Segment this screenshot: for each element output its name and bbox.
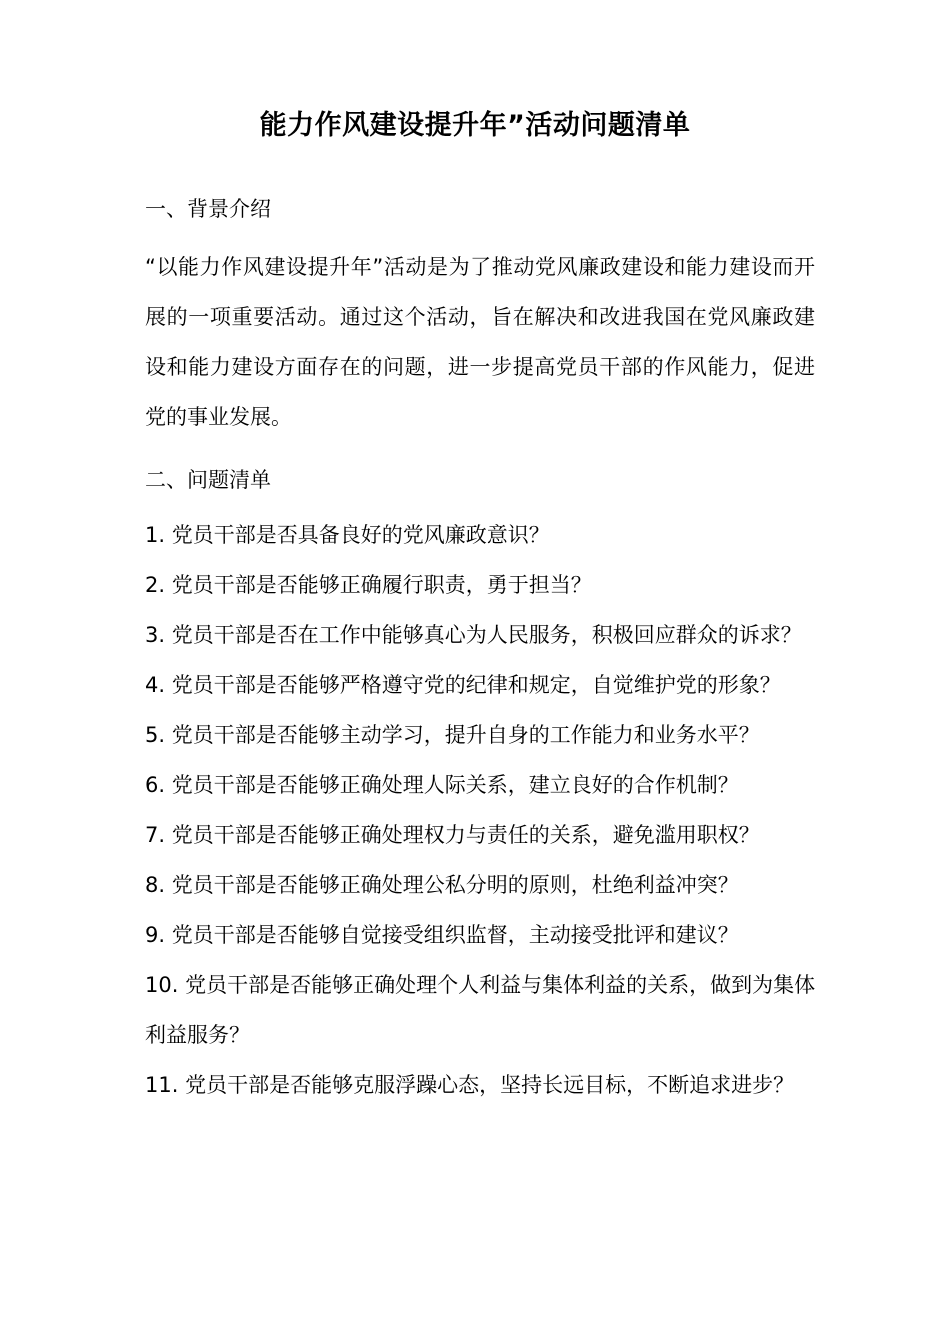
problem-item: 1. 党员干部是否具备良好的党风廉政意识？ xyxy=(145,523,550,547)
problem-item: 3. 党员干部是否在工作中能够真心为人民服务，积极回应群众的诉求？ xyxy=(145,623,802,647)
problem-item: 2. 党员干部是否能够正确履行职责，勇于担当？ xyxy=(145,573,592,597)
problem-item: 4. 党员干部是否能够严格遵守党的纪律和规定，自觉维护党的形象？ xyxy=(145,673,781,697)
problem-item: 5. 党员干部是否能够主动学习，提升自身的工作能力和业务水平？ xyxy=(145,723,760,747)
section-heading-background: 一、背景介绍 xyxy=(145,197,271,221)
problem-item: 8. 党员干部是否能够正确处理公私分明的原则，杜绝利益冲突？ xyxy=(145,873,739,897)
document-title: 能力作风建设提升年”活动问题清单 xyxy=(259,110,691,141)
problem-item: 7. 党员干部是否能够正确处理权力与责任的关系，避免滥用职权？ xyxy=(145,823,760,847)
problem-item: 9. 党员干部是否能够自觉接受组织监督，主动接受批评和建议？ xyxy=(145,923,739,947)
problem-item: 11. 党员干部是否能够克服浮躁心态，坚持长远目标，不断追求进步？ xyxy=(145,1073,795,1097)
section-heading-problems: 二、问题清单 xyxy=(145,468,271,492)
problem-item: 6. 党员干部是否能够正确处理人际关系，建立良好的合作机制？ xyxy=(145,773,739,797)
background-paragraph: “以能力作风建设提升年”活动是为了推动党风廉政建设和能力建设而开展的一项重要活动。通过这个活动，旨在解决和改进我国在党风廉政建设和能力建设方面存在的问题，进一步提高党员干部的作风能力，促进党的事业发展。 xyxy=(145,255,815,429)
problem-item: 10. 党员干部是否能够正确处理个人利益与集体利益的关系，做到为集体利益服务？ xyxy=(145,973,816,1047)
problem-list xyxy=(145,510,835,1110)
